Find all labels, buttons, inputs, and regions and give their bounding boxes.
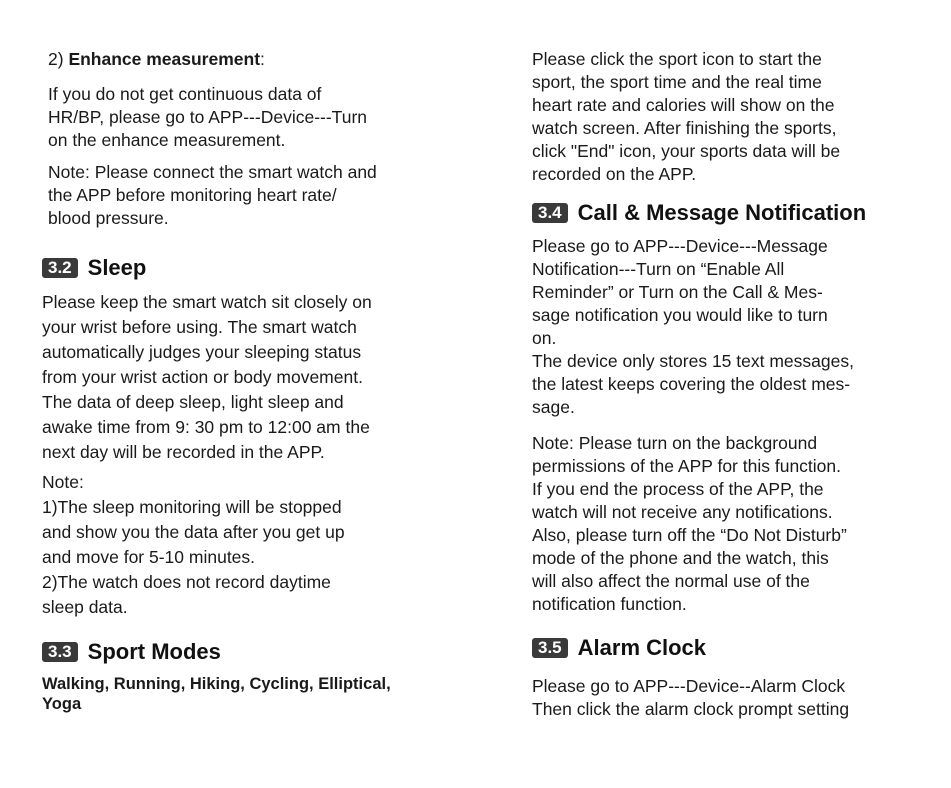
sleep-note-line: sleep data. xyxy=(42,597,128,617)
call-text-line: Notification---Turn on “Enable All xyxy=(532,259,785,279)
call-note-line: notification function. xyxy=(532,594,687,614)
section-title: Alarm Clock xyxy=(577,635,707,660)
alarm-text-line: Then click the alarm clock prompt setting xyxy=(532,699,850,719)
sport-continued-line: Please click the sport icon to start the xyxy=(532,49,822,69)
sleep-text-line: from your wrist action or body movement. xyxy=(42,367,363,387)
section-number-badge: 3.4 xyxy=(532,203,568,223)
section-heading-alarm-clock xyxy=(532,635,706,661)
section-heading-sport-modes xyxy=(42,639,221,665)
section-number-badge: 3.2 xyxy=(42,258,78,278)
call-text-line: the latest keeps covering the oldest mes- xyxy=(532,374,851,394)
sport-continued-line: recorded on the APP. xyxy=(532,164,697,184)
call-text-line: sage. xyxy=(532,397,575,417)
sleep-note-line: Note: xyxy=(42,472,84,492)
sleep-note-line: 2)The watch does not record daytime xyxy=(42,572,331,592)
enhance-note-line: the APP before monitoring heart rate/ xyxy=(48,185,337,205)
section-heading-call-message xyxy=(532,200,866,226)
section-title: Sport Modes xyxy=(87,639,221,664)
call-note-line: will also affect the normal use of the xyxy=(532,571,810,591)
section-title: Call & Message Notification xyxy=(577,200,867,225)
sport-continued-line: watch screen. After finishing the sports, xyxy=(532,118,837,138)
sport-continued-line: click "End" icon, your sports data will be xyxy=(532,141,841,161)
sleep-text-line: The data of deep sleep, light sleep and xyxy=(42,392,344,412)
section-number-badge: 3.3 xyxy=(42,642,78,662)
enhance-note-line: Note: Please connect the smart watch and xyxy=(48,162,377,182)
call-note-line: Note: Please turn on the background xyxy=(532,433,818,453)
sleep-text-line: automatically judges your sleeping status xyxy=(42,342,362,362)
call-text-line: Please go to APP---Device---Message xyxy=(532,236,828,256)
sleep-text-line: your wrist before using. The smart watch xyxy=(42,317,357,337)
sleep-text-line: awake time from 9: 30 pm to 12:00 am the xyxy=(42,417,370,437)
sleep-text-line: next day will be recorded in the APP. xyxy=(42,442,325,462)
sport-modes-list-line: Walking, Running, Hiking, Cycling, Elliptical, xyxy=(42,675,391,693)
sport-continued-line: sport, the sport time and the real time xyxy=(532,72,822,92)
enhance-text-line: on the enhance measurement. xyxy=(48,130,286,150)
call-note-line: permissions of the APP for this function. xyxy=(532,456,842,476)
call-text-line: The device only stores 15 text messages, xyxy=(532,351,854,371)
call-note-line: Also, please turn off the “Do Not Disturb” xyxy=(532,525,847,545)
sport-continued-line: heart rate and calories will show on the xyxy=(532,95,835,115)
call-text-line: sage notification you would like to turn xyxy=(532,305,828,325)
enhance-measurement-label: 2) Enhance measurement: xyxy=(48,49,265,69)
call-text-line: Reminder” or Turn on the Call & Mes- xyxy=(532,282,823,302)
sleep-note-line: 1)The sleep monitoring will be stopped xyxy=(42,497,342,517)
call-note-line: If you end the process of the APP, the xyxy=(532,479,824,499)
section-title: Sleep xyxy=(87,255,147,280)
section-heading-sleep xyxy=(42,255,146,281)
alarm-text-line: Please go to APP---Device--Alarm Clock xyxy=(532,676,846,696)
enhance-text-line: If you do not get continuous data of xyxy=(48,84,322,104)
call-text-line: on. xyxy=(532,328,557,348)
section-number-badge: 3.5 xyxy=(532,638,568,658)
enhance-note-line: blood pressure. xyxy=(48,208,169,228)
sleep-note-line: and show you the data after you get up xyxy=(42,522,345,542)
enhance-text-line: HR/BP, please go to APP---Device---Turn xyxy=(48,107,368,127)
sleep-text-line: Please keep the smart watch sit closely on xyxy=(42,292,372,312)
call-note-line: watch will not receive any notifications. xyxy=(532,502,833,522)
sport-modes-list-line: Yoga xyxy=(42,695,82,713)
sleep-note-line: and move for 5-10 minutes. xyxy=(42,547,256,567)
call-note-line: mode of the phone and the watch, this xyxy=(532,548,829,568)
